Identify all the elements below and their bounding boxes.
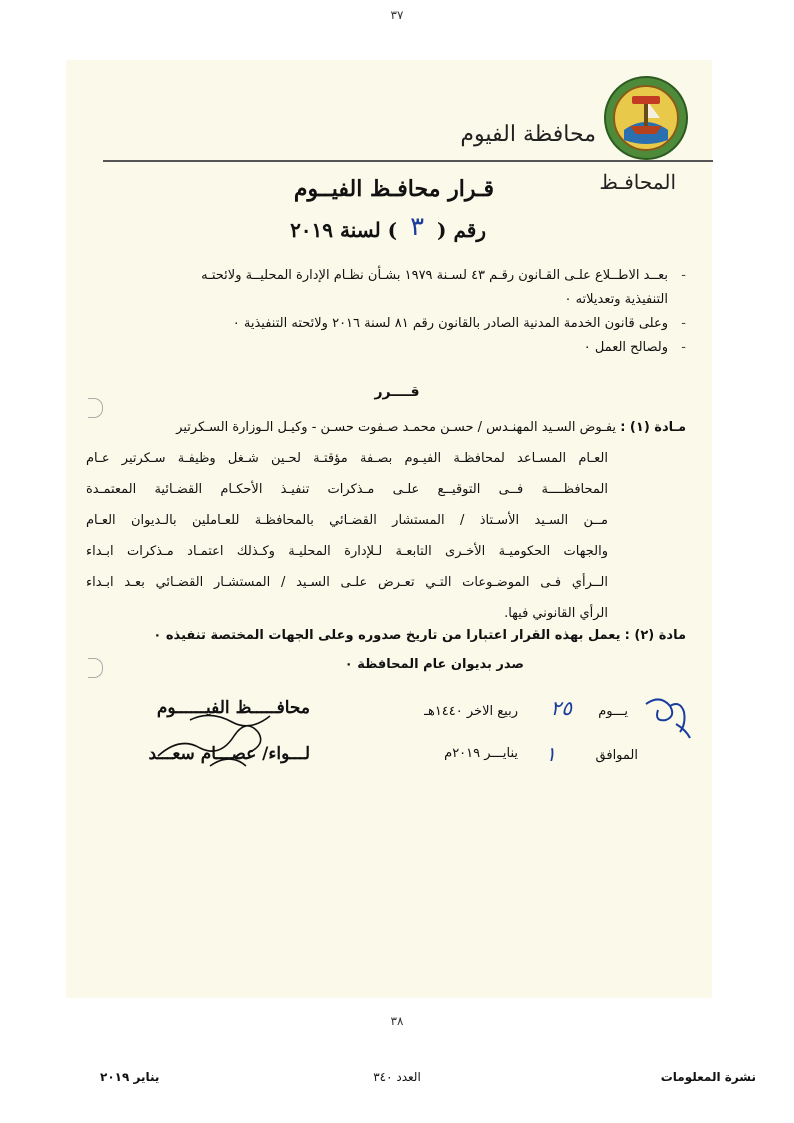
- gregorian-day: ١: [545, 742, 556, 766]
- preamble-item-continued: [100, 288, 686, 312]
- decision-heading: قــــرر: [374, 384, 420, 400]
- preamble-item: [100, 264, 686, 288]
- office-label: المحافـظ: [599, 170, 676, 194]
- page-number-bottom: ٣٨: [390, 1014, 404, 1028]
- preamble-text: ولصالح العمل ٠: [583, 340, 668, 355]
- article-text: العـام المسـاعد لمحافظـة الفيـوم بصـفة مؤقتـة لحـين شـغل وظيفـة سـكرتير عـام: [86, 451, 608, 466]
- issued-statement: صدر بديوان عام المحافظة ٠: [344, 657, 524, 672]
- article-text: والجهات الحكوميـة الأخـرى التابعـة لـلإدارة المحليـة وكـذلك اعتمـاد مـذكرات ابـداء: [86, 544, 608, 559]
- list-dash: -: [681, 340, 686, 355]
- article-text: الرأي القانوني فيها.: [504, 606, 608, 621]
- initials-signature-icon: [640, 690, 696, 744]
- footer-publication: نشرة المعلومات: [660, 1070, 756, 1084]
- hijri-date: ربيع الاخر ١٤٤٠هـ: [424, 704, 518, 719]
- governorate-name: محافظة الفيوم: [460, 122, 596, 147]
- decree-title: قـرار محافـظ الفيــوم: [293, 176, 494, 202]
- day-label: يـــوم: [598, 704, 628, 719]
- handwritten-signature-icon: [150, 696, 290, 780]
- preamble-text: وعلى قانون الخدمة المدنية الصادر بالقانون رقم ٨١ لسنة ٢٠١٦ ولائحته التنفيذية ٠: [232, 316, 668, 331]
- decree-number-suffix: ) لسنة ٢٠١٩: [290, 218, 398, 242]
- day-value: ٢٥: [550, 696, 572, 720]
- header-divider: [103, 160, 713, 162]
- article-1-first-line: [86, 412, 686, 443]
- article-text: الــرأي فـى الموضـوعات التـي تعـرض علـى السـيد / المستشـار القضـائي بعـد ابـداء: [86, 575, 608, 590]
- preamble: [100, 264, 686, 360]
- article-2: [86, 624, 686, 648]
- article-label: مـادة (١) :: [620, 420, 686, 435]
- decree-number-line: [290, 214, 486, 244]
- preamble-text: بعــد الاطــلاع علـى القـانون رقـم ٤٣ لسـنة ١٩٧٩ بشـأن نظـام الإدارة المحليــة ولائحتـه: [201, 268, 668, 283]
- governor-name: لـــواء/ عصـــام سعـــد: [148, 744, 310, 764]
- article-label: مادة (٢) :: [624, 628, 686, 643]
- footer-month: يناير ٢٠١٩: [100, 1070, 160, 1084]
- governorate-emblem: [604, 76, 688, 160]
- footer-issue: العدد ٣٤٠: [373, 1070, 421, 1084]
- article-text: المحافظــــة فــى التوقيــع علـى مـذكرات تنفيـذ الأحكـام القضـائية المعتمـدة: [86, 482, 608, 497]
- preamble-text: التنفيذية وتعديلاته ٠: [564, 292, 668, 307]
- decree-number-prefix: رقم (: [437, 218, 486, 242]
- preamble-item: [100, 336, 686, 360]
- gregorian-date: ينايـــر ٢٠١٩م: [444, 746, 518, 761]
- page-number-top: ٣٧: [390, 8, 404, 22]
- governor-title: محافـــــظ الفيــــــوم: [156, 698, 310, 718]
- article-text: يفـوض السـيد المهنـدس / حسـن محمـد صـفوت حسـن - وكيـل الـوزارة السـكرتير: [176, 420, 617, 435]
- list-dash: -: [681, 316, 686, 331]
- article-text: يعمل بهذه القرار اعتبارا من تاريخ صدوره وعلى الجهات المختصة تنفيذه ٠: [153, 628, 621, 643]
- list-dash: -: [681, 268, 686, 283]
- decree-number: ٣: [410, 212, 425, 242]
- preamble-item: [100, 312, 686, 336]
- article-text: مــن السـيد الأسـتاذ / المستشار القضـائي بالمحافظـة للعـاملين بالـديوان العـام: [86, 513, 608, 528]
- article-1: [86, 412, 686, 629]
- agree-label: الموافق: [595, 748, 638, 763]
